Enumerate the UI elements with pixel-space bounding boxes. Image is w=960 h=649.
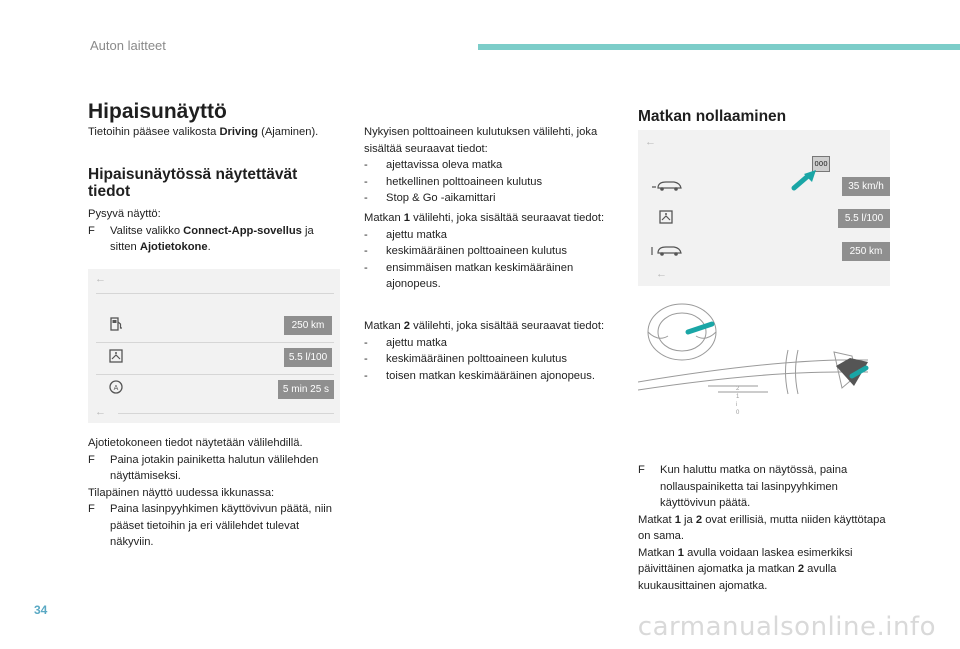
- trip2-post: välilehti, joka sisältää seuraavat tiedot:: [410, 320, 605, 332]
- intro-menu-name: Driving: [219, 126, 258, 138]
- step-marker: F: [88, 224, 95, 237]
- list-item-text: keskimääräinen polttoaineen kulutus: [386, 245, 567, 257]
- stop-start-icon: [108, 379, 124, 395]
- dash-marker: -: [364, 336, 368, 349]
- distance-value: 250 km: [842, 242, 890, 261]
- car-distance-icon: [650, 243, 684, 257]
- note-text: Matkat: [638, 513, 675, 526]
- list-item: [364, 260, 620, 293]
- step-marker: F: [638, 464, 645, 476]
- dash-marker: -: [364, 228, 368, 241]
- step-app-name: Connect-App-sovellus: [183, 224, 302, 237]
- divider: [96, 293, 334, 294]
- dash-marker: -: [364, 159, 368, 171]
- note-text: avulla voidaan laskea esimerkiksi päivittäinen ajomatka ja matkan: [638, 546, 853, 575]
- step-marker: F: [88, 503, 95, 515]
- note-text: avulla kuukausittainen ajomatka.: [638, 563, 837, 592]
- trip-number: 2: [797, 563, 805, 575]
- reset-instructions: [638, 462, 894, 594]
- intro-text: Tietoihin pääsee valikosta: [88, 126, 220, 138]
- reset-note-1: [638, 512, 894, 545]
- list-item: [364, 157, 620, 174]
- divider: [96, 342, 334, 343]
- trip1-post: välilehti, joka sisältää seuraavat tiedot:: [410, 212, 605, 224]
- trip2-block: [364, 318, 620, 384]
- step-text-mid: ja sitten: [110, 224, 314, 253]
- list-item: [364, 351, 620, 368]
- trip1-pre: Matkan: [364, 212, 404, 224]
- trip1-block: [364, 210, 620, 293]
- list-item: [364, 227, 620, 244]
- permanent-display-block: [88, 206, 343, 256]
- back-arrow-icon: ←: [95, 406, 106, 418]
- back-arrow-icon: ←: [645, 136, 656, 148]
- tabs-intro: Ajotietokoneen tiedot näytetään välilehdillä.: [88, 437, 303, 449]
- current-intro: Nykyisen polttoaineen kulutuksen välilehti, joka sisältää seuraavat tiedot:: [364, 126, 598, 155]
- dash-marker: -: [364, 369, 368, 382]
- temporary-step-text: Paina lasinpyyhkimen käyttövivun päätä, niin pääset tietoihin ja eri välilehdet tulevat näkyviin.: [110, 503, 333, 548]
- header-accent-bar: [478, 44, 960, 50]
- step-marker: F: [88, 453, 95, 466]
- temporary-display-label: Tilapäinen näyttö uudessa ikkunassa:: [88, 486, 275, 499]
- dash-marker: -: [364, 261, 368, 274]
- trip1-intro: [364, 210, 620, 227]
- watermark: carmanualsonline.info: [637, 612, 936, 642]
- svg-text:1: 1: [736, 394, 740, 400]
- list-item-text: ajettavissa oleva matka: [386, 159, 503, 171]
- note-text: ja: [680, 513, 696, 526]
- reset-note-2: [638, 545, 894, 595]
- consumption-value: 5.5 l/100: [838, 209, 890, 228]
- trip1-number: 1: [403, 212, 411, 224]
- svg-text:2: 2: [736, 386, 740, 392]
- divider: [118, 413, 334, 414]
- list-item: [364, 368, 620, 385]
- page-number: 34: [34, 603, 48, 617]
- fuel-pump-icon: [108, 316, 124, 332]
- step-text-end: .: [207, 241, 211, 253]
- trip2-intro: [364, 318, 620, 335]
- fuel-consumption-icon: [658, 209, 674, 225]
- pointer-arrow-icon: [790, 168, 820, 192]
- step-computer-name: Ajotietokone: [139, 241, 208, 253]
- tabs-step-text: Paina jotakin painiketta halutun välilehden näyttämiseksi.: [110, 453, 319, 482]
- list-item: [364, 243, 620, 260]
- permanent-label: Pysyvä näyttö:: [88, 208, 161, 220]
- svg-text:0: 0: [736, 410, 740, 416]
- trip-number: 1: [677, 546, 685, 559]
- reset-screen-illustration: [638, 130, 890, 286]
- list-item-text: Stop & Go -aikamittari: [386, 192, 496, 204]
- car-speed-icon: [650, 178, 684, 192]
- fuel-consumption-icon: [108, 348, 124, 364]
- steering-wheel-and-stalk-drawing: [638, 302, 890, 444]
- back-arrow-icon: ←: [95, 273, 106, 285]
- dash-marker: -: [364, 175, 368, 188]
- running-header: Auton laitteet: [90, 38, 166, 53]
- reset-button-icon[interactable]: 000: [812, 156, 830, 172]
- trip-number: 2: [695, 513, 703, 526]
- trip2-pre: Matkan: [364, 320, 404, 332]
- list-item: [364, 335, 620, 352]
- pointer-arrow-icon: [688, 324, 712, 332]
- list-item-text: ajettu matka: [386, 336, 447, 349]
- consumption-value: 5.5 l/100: [284, 348, 332, 367]
- svg-text:A: A: [113, 385, 119, 392]
- list-item-text: keskimääräinen polttoaineen kulutus: [386, 353, 567, 365]
- average-speed-value: 35 km/h: [842, 177, 890, 196]
- step-text: Valitse valikko: [110, 224, 184, 237]
- intro-text-end: (Ajaminen).: [257, 126, 319, 138]
- permanent-step: [88, 223, 343, 256]
- current-consumption-block: [364, 124, 620, 207]
- divider: [96, 374, 334, 375]
- list-item: [364, 174, 620, 191]
- list-item-text: hetkellinen polttoaineen kulutus: [386, 175, 543, 188]
- trip-computer-screen-illustration: [88, 269, 340, 423]
- back-arrow-icon: ←: [656, 268, 667, 280]
- svg-text:i: i: [736, 402, 738, 408]
- list-item-text: toisen matkan keskimääräinen ajonopeus.: [386, 369, 595, 382]
- reset-step: [638, 462, 894, 512]
- stop-go-timer-value: 5 min 25 s: [278, 380, 334, 399]
- wiper-stalk-illustration: [638, 302, 890, 444]
- section-subtitle: Hipaisunäytössä näytettävät tiedot: [88, 166, 298, 200]
- note-text: ovat erillisiä, mutta niiden käyttötapa on sama.: [638, 513, 886, 542]
- dash-marker: -: [364, 192, 368, 204]
- list-item: [364, 190, 620, 207]
- trip2-number: 2: [403, 320, 411, 332]
- range-value: 250 km: [284, 316, 332, 335]
- reset-section-title: Matkan nollaaminen: [638, 108, 787, 125]
- tabs-step: [88, 452, 343, 485]
- list-item-text: ajettu matka: [386, 228, 447, 241]
- note-text: Matkan: [638, 546, 678, 559]
- list-item-text: ensimmäisen matkan keskimääräinen ajonopeus.: [386, 261, 574, 290]
- trip-tabs-block: [88, 435, 343, 551]
- intro-paragraph: [88, 124, 358, 141]
- reset-step-text: Kun haluttu matka on näytössä, paina nollauspainiketta tai lasinpyyhkimen käyttövivun päätä.: [660, 464, 848, 509]
- page-title: Hipaisunäyttö: [88, 100, 227, 123]
- temporary-display-step: [88, 501, 343, 551]
- dash-marker: -: [364, 245, 368, 257]
- trip-number: 1: [674, 513, 681, 526]
- dash-marker: -: [364, 353, 368, 365]
